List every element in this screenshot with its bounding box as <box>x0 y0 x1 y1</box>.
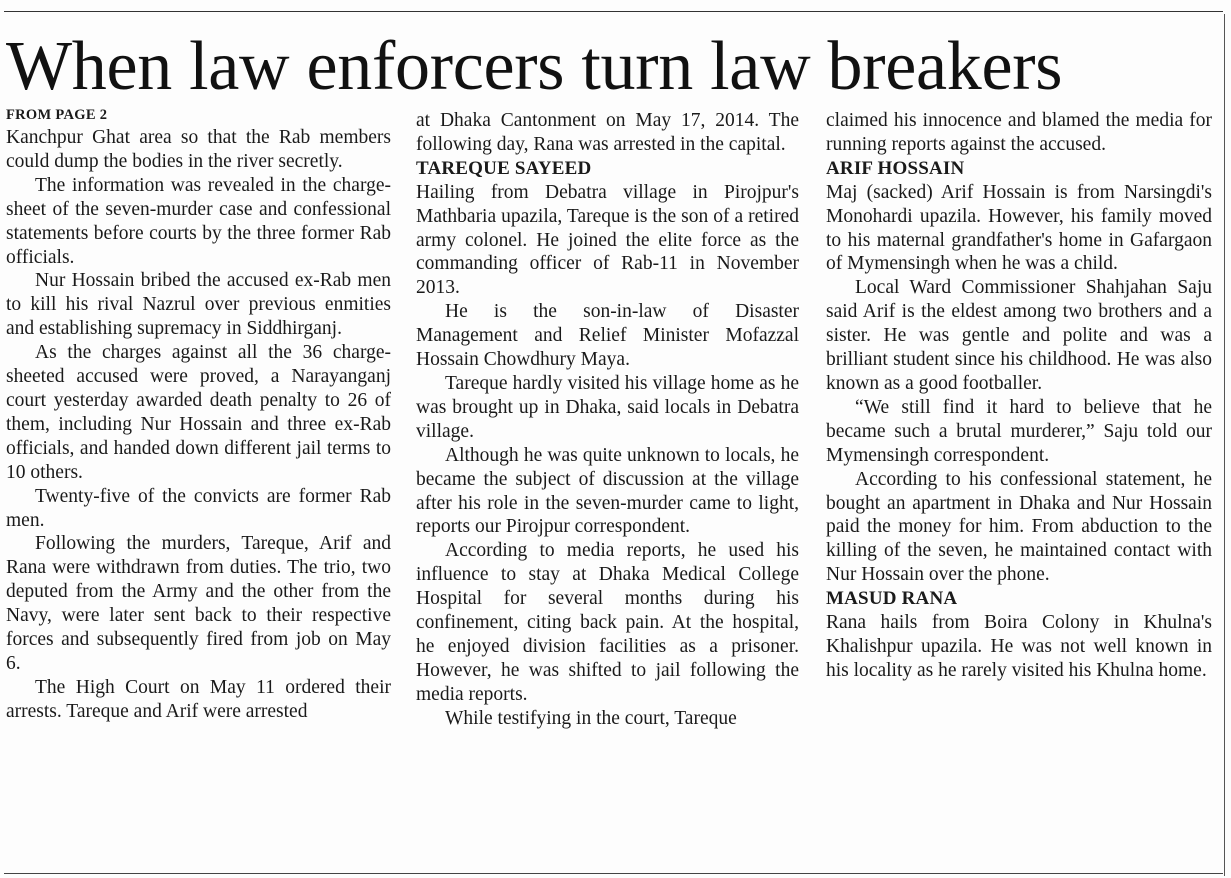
jump-label: FROM PAGE 2 <box>6 107 108 123</box>
paragraph: at Dhaka Cantonment on May 17, 2014. The following day, Rana was arrested in the capital. <box>416 110 799 155</box>
top-rule <box>4 11 1223 12</box>
paragraph: “We still find it hard to believe that he became such a brutal murderer,” Saju told our Mymensingh correspondent. <box>826 396 1212 466</box>
article-column-3 <box>826 109 1212 683</box>
paragraph: Following the murders, Tareque, Arif and Rana were withdrawn from duties. The trio, two deputed from the Army and the other from the Navy, were later sent back to their respective forces and subsequently fired from job on May 6. <box>6 533 391 674</box>
paragraph: Tareque hardly visited his village home as he was brought up in Dhaka, said locals in Debatra village. <box>416 372 799 442</box>
paragraph: According to media reports, he used his influence to stay at Dhaka Medical College Hospital for several months during his confinement, citing back pain. At the hospital, he enjoyed division facilities as a prisoner. However, he was shifted to jail following the media reports. <box>416 540 799 705</box>
paragraph: Hailing from Debatra village in Pirojpur's Mathbaria upazila, Tareque is the son of a retired army colonel. He joined the elite force as the commanding officer of Rab-11 in November 2013. <box>416 181 799 299</box>
section-heading-arif: ARIF HOSSAIN <box>826 157 965 179</box>
paragraph: Local Ward Commissioner Shahjahan Saju said Arif is the eldest among two brothers and a sister. He was gentle and polite and was a brilliant student since his childhood. He was also known as a good footballer. <box>826 277 1212 394</box>
article-column-1 <box>6 107 391 724</box>
paragraph: The High Court on May 11 ordered their arrests. Tareque and Arif were arrested <box>6 676 391 722</box>
article-column-2 <box>416 109 799 731</box>
paragraph: He is the son-in-law of Disaster Management and Relief Minister Mofazzal Hossain Chowdhury Maya. <box>416 301 799 371</box>
paragraph: Nur Hossain bribed the accused ex-Rab men to kill his rival Nazrul over previous enmities and establishing supremacy in Siddhirganj. <box>6 270 391 340</box>
page-edge-rule <box>1224 14 1225 876</box>
paragraph: Although he was quite unknown to locals, he became the subject of discussion at the village after his role in the seven-murder came to light, reports our Pirojpur correspondent. <box>416 444 799 538</box>
paragraph: The information was revealed in the charge-sheet of the seven-murder case and confessional statements before courts by the three former Rab officials. <box>6 174 391 268</box>
section-heading-masud: MASUD RANA <box>826 588 958 610</box>
bottom-rule <box>4 873 1223 874</box>
paragraph: Maj (sacked) Arif Hossain is from Narsingdi's Monohardi upazila. However, his family moved to his maternal grandfather's home in Gafargaon of Mymensingh when he was a child. <box>826 181 1212 275</box>
headline: When law enforcers turn law breakers <box>6 28 1063 105</box>
section-heading-tareque: TAREQUE SAYEED <box>416 157 592 179</box>
paragraph: As the charges against all the 36 charge-sheeted accused were proved, a Narayanganj court yesterday awarded death penalty to 26 of them, including Nur Hossain and three ex-Rab officials, and handed down different jail terms to 10 others. <box>6 342 391 483</box>
paragraph: While testifying in the court, Tareque <box>445 707 737 729</box>
paragraph: According to his confessional statement, he bought an apartment in Dhaka and Nur Hossain paid the money for him. From abduction to the killing of the seven, he maintained contact with Nur Hossain over the phone. <box>826 468 1212 586</box>
paragraph: Kanchpur Ghat area so that the Rab members could dump the bodies in the river secretly. <box>6 127 391 172</box>
paragraph: Rana hails from Boira Colony in Khulna's Khalishpur upazila. He was not well known in his locality as he rarely visited his Khulna home. <box>826 612 1212 681</box>
paragraph: Twenty-five of the convicts are former Rab men. <box>6 485 391 531</box>
paragraph: claimed his innocence and blamed the media for running reports against the accused. <box>826 110 1212 155</box>
